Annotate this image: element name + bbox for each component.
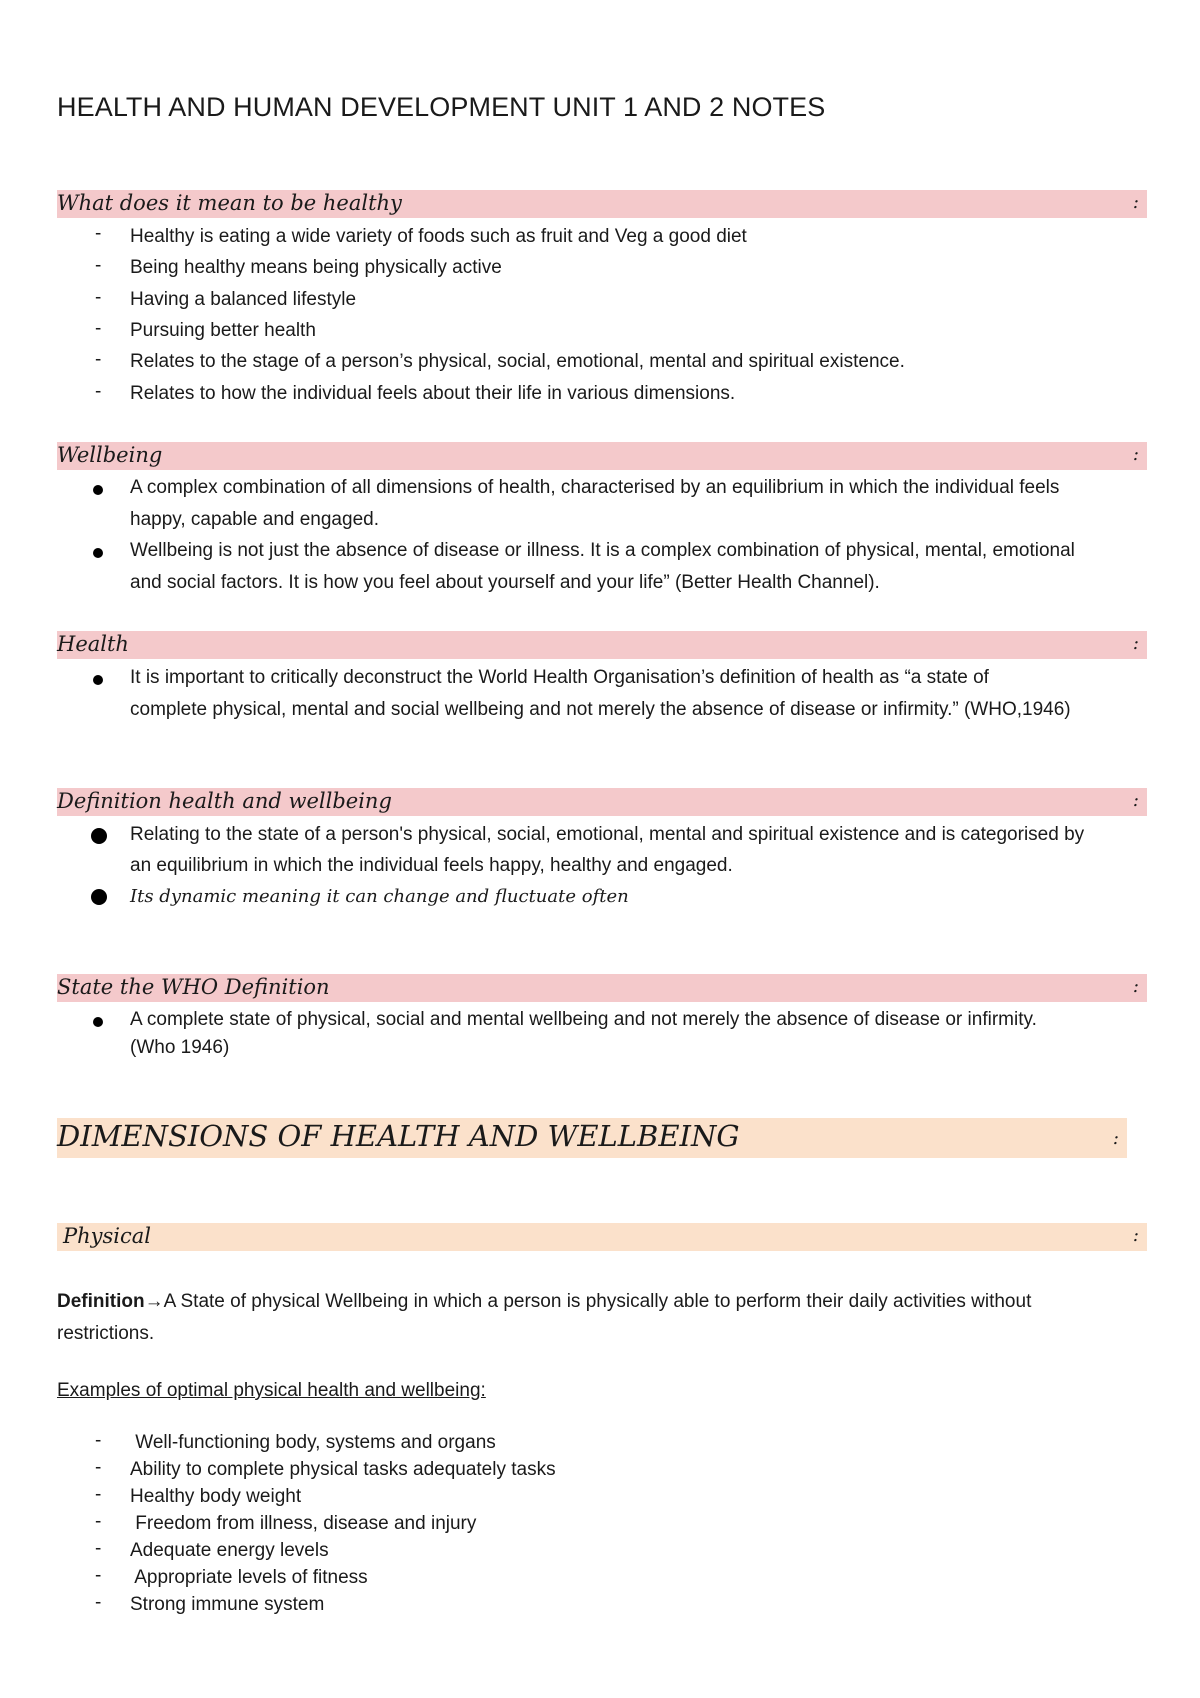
arrow-icon: →: [144, 1291, 164, 1312]
bullet-icon: [93, 548, 103, 558]
list-item: Relates to how the individual feels about their life in various dimensions.: [130, 383, 736, 404]
definition-text-continued: restrictions.: [57, 1323, 155, 1344]
list-item: Well-functioning body, systems and organs: [130, 1432, 496, 1453]
list-item: Relates to the stage of a person’s physical, social, emotional, mental and spiritual existence.: [130, 351, 905, 372]
dash-marker: -: [95, 255, 102, 276]
dimensions-title: DIMENSIONS OF HEALTH AND WELLBEING: [57, 1119, 740, 1153]
section-title: State the WHO Definition: [57, 975, 330, 999]
section-title: What does it mean to be healthy: [57, 191, 402, 215]
list-item: complete physical, mental and social wellbeing and not merely the absence of disease or infirmity.” (WHO,1946): [130, 699, 1071, 720]
section-header-healthy: [57, 190, 1147, 218]
list-item: Appropriate levels of fitness: [130, 1567, 368, 1588]
dash-marker: -: [95, 223, 102, 244]
dash-marker: -: [95, 381, 102, 402]
dash-marker: -: [95, 1538, 102, 1559]
bullet-icon: [93, 675, 103, 685]
section-title: Health: [57, 632, 129, 656]
list-item: Ability to complete physical tasks adequately tasks: [130, 1459, 556, 1480]
colon: :: [1132, 790, 1139, 811]
colon: :: [1132, 192, 1139, 213]
definition-label: Definition: [57, 1291, 145, 1312]
colon: :: [1132, 633, 1139, 654]
list-item: happy, capable and engaged.: [130, 509, 379, 530]
list-item: A complex combination of all dimensions of health, characterised by an equilibrium in which the individual feels: [130, 477, 1060, 498]
bullet-icon: [91, 828, 107, 844]
examples-label: Examples of optimal physical health and wellbeing:: [57, 1380, 486, 1401]
list-item: Strong immune system: [130, 1594, 325, 1615]
dash-marker: -: [95, 1565, 102, 1586]
section-header-definition: [57, 788, 1147, 816]
list-item: Having a balanced lifestyle: [130, 289, 357, 310]
section-header-who: [57, 974, 1147, 1002]
bullet-icon: [91, 889, 107, 905]
list-item: Pursuing better health: [130, 320, 316, 341]
colon: :: [1132, 976, 1139, 997]
list-item: A complete state of physical, social and mental wellbeing and not merely the absence of disease or infirmity.: [130, 1009, 1037, 1030]
list-item: Freedom from illness, disease and injury: [130, 1513, 477, 1534]
dash-marker: -: [95, 1484, 102, 1505]
list-item: and social factors. It is how you feel about yourself and your life” (Better Health Channel).: [130, 572, 880, 593]
dimensions-header: [57, 1118, 1127, 1158]
list-item: It is important to critically deconstruct the World Health Organisation’s definition of health as “a state of: [130, 667, 989, 688]
physical-definition: [57, 1286, 1031, 1318]
section-title: Wellbeing: [57, 443, 163, 467]
dash-marker: -: [95, 1511, 102, 1532]
section-header-health: [57, 631, 1147, 659]
bullet-icon: [93, 1017, 103, 1027]
list-item: Being healthy means being physically active: [130, 257, 502, 278]
bullet-icon: [93, 485, 103, 495]
list-item: Healthy is eating a wide variety of foods such as fruit and Veg a good diet: [130, 226, 747, 247]
list-item: Healthy body weight: [130, 1486, 302, 1507]
dash-marker: -: [95, 287, 102, 308]
dash-marker: -: [95, 1430, 102, 1451]
list-item: an equilibrium in which the individual feels happy, healthy and engaged.: [130, 855, 733, 876]
dash-marker: -: [95, 318, 102, 339]
document-title: HEALTH AND HUMAN DEVELOPMENT UNIT 1 AND 2 NOTES: [57, 92, 826, 122]
colon: :: [1132, 444, 1139, 465]
list-item: (Who 1946): [130, 1037, 230, 1058]
list-item: Adequate energy levels: [130, 1540, 329, 1561]
dash-marker: -: [95, 1592, 102, 1613]
dash-marker: -: [95, 349, 102, 370]
section-title: Physical: [63, 1224, 152, 1248]
section-title: Definition health and wellbeing: [57, 789, 392, 813]
list-item: Its dynamic meaning it can change and fluctuate often: [130, 886, 629, 907]
section-header-physical: [57, 1223, 1147, 1251]
colon: :: [1132, 1225, 1139, 1246]
dash-marker: -: [95, 1457, 102, 1478]
list-item: Relating to the state of a person's physical, social, emotional, mental and spiritual existence and is categorised by: [130, 824, 1085, 845]
definition-text: A State of physical Wellbeing in which a person is physically able to perform their daily activities without: [163, 1291, 1032, 1312]
colon: :: [1112, 1128, 1119, 1149]
section-header-wellbeing: [57, 442, 1147, 470]
list-item: Wellbeing is not just the absence of disease or illness. It is a complex combination of physical, mental, emotional: [130, 540, 1075, 561]
